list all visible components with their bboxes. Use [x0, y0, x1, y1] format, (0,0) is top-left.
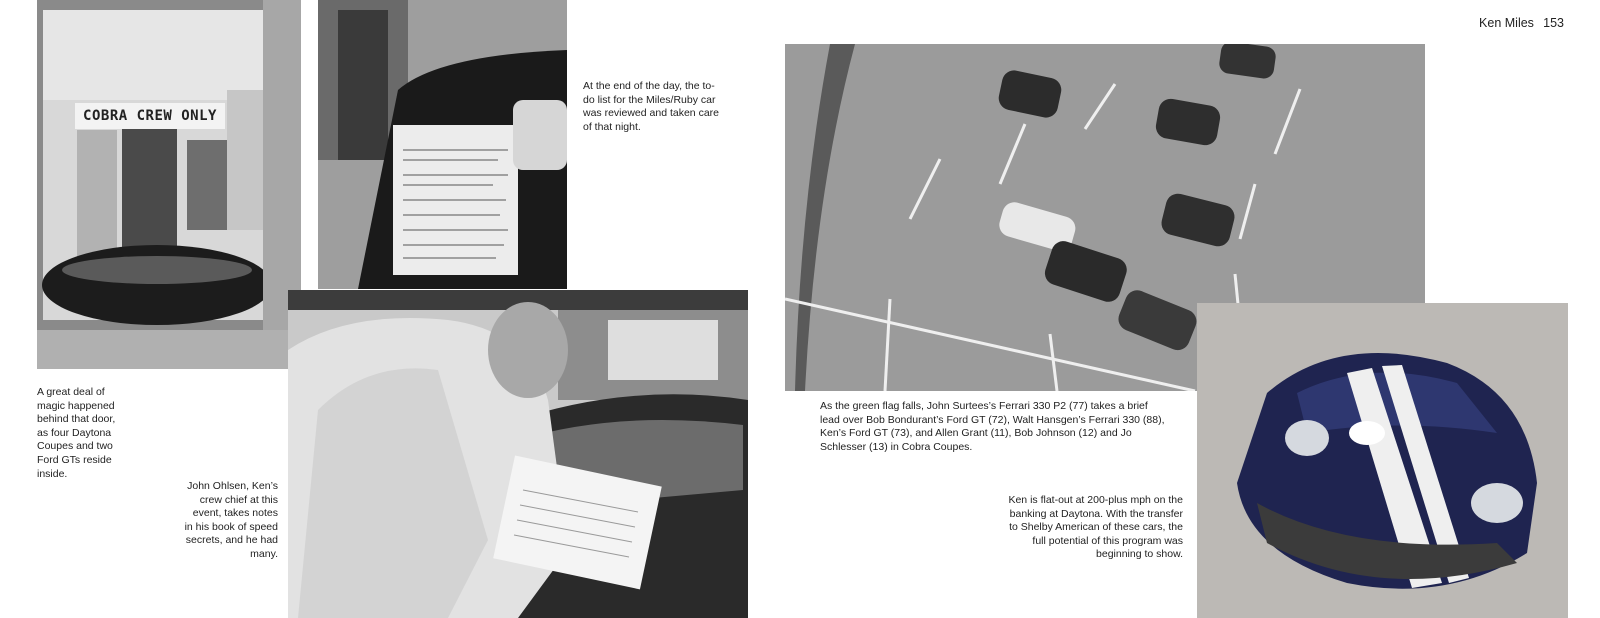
cobra-crew-sign: COBRA CREW ONLY — [75, 103, 225, 129]
caption-green-flag: As the green flag falls, John Surtees’s Ferrari 330 P2 (77) takes a brief lead over Bob Bondurant’s Ford GT (72), Walt Hansgen’s Ferrari 330 (88), Ken’s Ford GT (73), and Allen Grant (11), Bob Johnson (12) and Jo Schlesser (13) in Cobra Coupes. — [820, 400, 1165, 453]
photo-ford-gt-banking — [1197, 303, 1568, 618]
page-number: 153 — [1543, 16, 1564, 30]
caption-john-ohlsen: John Ohlsen, Ken’s crew chief at this event, takes notes in his book of speed secrets, and he had many. — [184, 480, 278, 560]
photo-john-ohlsen-notes — [288, 290, 748, 618]
section-title: Ken Miles — [1479, 16, 1534, 30]
photo-todo-list — [318, 0, 567, 289]
caption-todo-list: At the end of the day, the to-do list for the Miles/Ruby car was reviewed and taken care of that night. — [583, 80, 719, 133]
caption-cobra-door: A great deal of magic happened behind that door, as four Daytona Coupes and two Ford GTs reside inside. — [37, 386, 116, 480]
caption-banking: Ken is flat-out at 200-plus mph on the banking at Daytona. With the transfer to Shelby American of these cars, the full potential of this program was beginning to show. — [1008, 494, 1183, 561]
photo-cobra-crew-door — [37, 0, 301, 369]
running-header — [1473, 16, 1564, 30]
